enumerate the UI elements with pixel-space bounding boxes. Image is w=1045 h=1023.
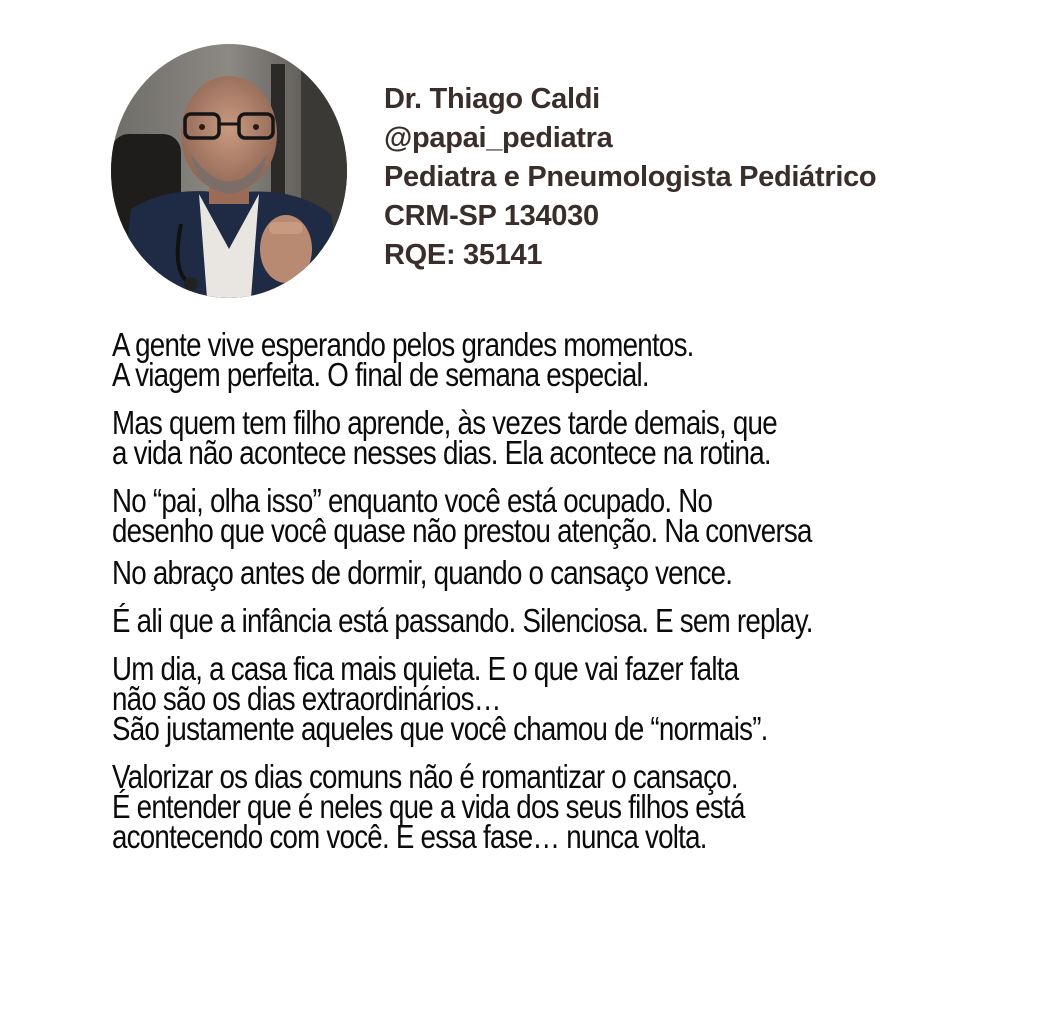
avatar [111, 44, 347, 298]
crm-number: CRM-SP 134030 [384, 200, 599, 232]
post-line: No abraço antes de dormir, quando o cansaço vence. [112, 554, 733, 591]
post-line: São justamente aqueles que você chamou de “normais”. [112, 710, 768, 747]
post-line: desenho que você quase não prestou atenção. Na conversa [112, 512, 812, 549]
post-line: Mas quem tem filho aprende, às vezes tarde demais, que [112, 404, 777, 441]
post-line: a vida não acontece nesses dias. Ela acontece na rotina. [112, 434, 771, 471]
profile-info [384, 80, 876, 275]
post-line: não são os dias extraordinários… [112, 680, 501, 717]
post-line: É ali que a infância está passando. Silenciosa. E sem replay. [112, 602, 813, 639]
post-line: É entender que é neles que a vida dos seus filhos está [112, 788, 745, 825]
social-handle: @papai_pediatra [384, 122, 613, 154]
doctor-name: Dr. Thiago Caldi [384, 83, 600, 115]
post-line: Valorizar os dias comuns não é romantizar o cansaço. [112, 758, 738, 795]
rqe-number: RQE: 35141 [384, 239, 543, 271]
post-line: Um dia, a casa fica mais quieta. E o que vai fazer falta [112, 650, 739, 687]
avatar-photo [111, 44, 347, 298]
post-line: acontecendo com você. E essa fase… nunca volta. [112, 818, 707, 855]
post-line: A viagem perfeita. O final de semana especial. [112, 356, 649, 393]
post-body [112, 326, 885, 855]
post-line: No “pai, olha isso” enquanto você está ocupado. No [112, 482, 713, 519]
specialty: Pediatra e Pneumologista Pediátrico [384, 161, 877, 193]
post-line: A gente vive esperando pelos grandes momentos. [112, 326, 694, 363]
